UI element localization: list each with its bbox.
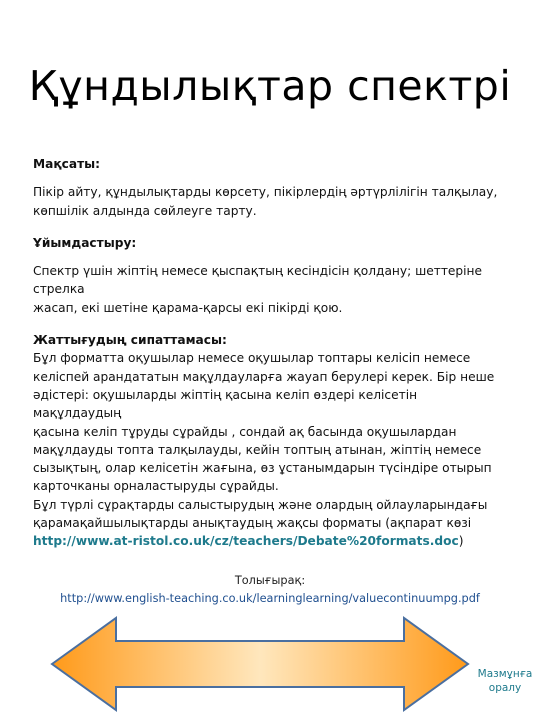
description-line: Бұл түрлі сұрақтарды салыстырудың және олардың ойлауларындағы <box>33 497 488 512</box>
source-link[interactable]: http://www.at-ristol.co.uk/cz/teachers/Debate%20formats.doc <box>33 534 459 549</box>
organization-text-line-2: жасап, екі шетіне қарама-қарсы екі пікірді қою. <box>33 300 343 315</box>
back-to-contents-line-2: оралу <box>488 682 522 694</box>
description-heading: Жаттығудың сипаттамасы: <box>33 333 227 348</box>
double-arrow-shape <box>52 618 468 710</box>
description-line: қасына келіп тұруды сұрайды , сондай ақ басында оқушылардан <box>33 424 457 439</box>
back-to-contents-link[interactable] <box>474 667 536 695</box>
description-line: келіспей арандататын мақұлдауларға жауап берулері керек. Бір неше <box>33 369 495 384</box>
description-line: қарамақайшылықтарды анықтаудың жақсы форматы (ақпарат көзі <box>33 516 472 531</box>
more-info <box>40 572 500 608</box>
back-to-contents-line-1: Мазмұнға <box>477 668 533 680</box>
source-suffix: ) <box>458 534 464 549</box>
content-block <box>33 155 508 551</box>
goal-text-line-1: Пікір айту, құндылықтарды көрсету, пікірлердің әртүрлілігін талқылау, <box>33 185 498 200</box>
description-line: әдістері: оқушыларды жіптің қасына келіп өздері келісетін мақұлдаудың <box>33 387 418 421</box>
page-title: Құндылықтар спектрі <box>28 62 512 110</box>
description-line: карточканы орналастыруды сұрайды. <box>33 479 279 494</box>
organization-heading: Ұйымдастыру: <box>33 235 137 250</box>
more-info-label: Толығырақ: <box>234 574 306 587</box>
more-info-link[interactable]: http://www.english-teaching.co.uk/learninglearning/valuecontinuumpg.pdf <box>60 592 480 605</box>
goal-heading: Мақсаты: <box>33 157 101 171</box>
description-line: Бұл форматта оқушылар немесе оқушылар топтары келісіп немесе <box>33 351 471 366</box>
description-line: мақұлдауды топта талқылауды, кейін топтың атынан, жіптің немесе <box>33 442 482 457</box>
description-line: сызықтың, олар келісетін жағына, өз ұстанымдарын түсіндіре отырып <box>33 461 492 476</box>
organization-text-line-1: Спектр үшін жіптің немесе қыспақтың кесіндісін қолдану; шеттеріне стрелка <box>33 264 483 297</box>
goal-text-line-2: көпшілік алдында сөйлеуге тарту. <box>33 203 257 218</box>
source-line <box>33 532 508 550</box>
double-arrow-icon <box>50 616 470 712</box>
